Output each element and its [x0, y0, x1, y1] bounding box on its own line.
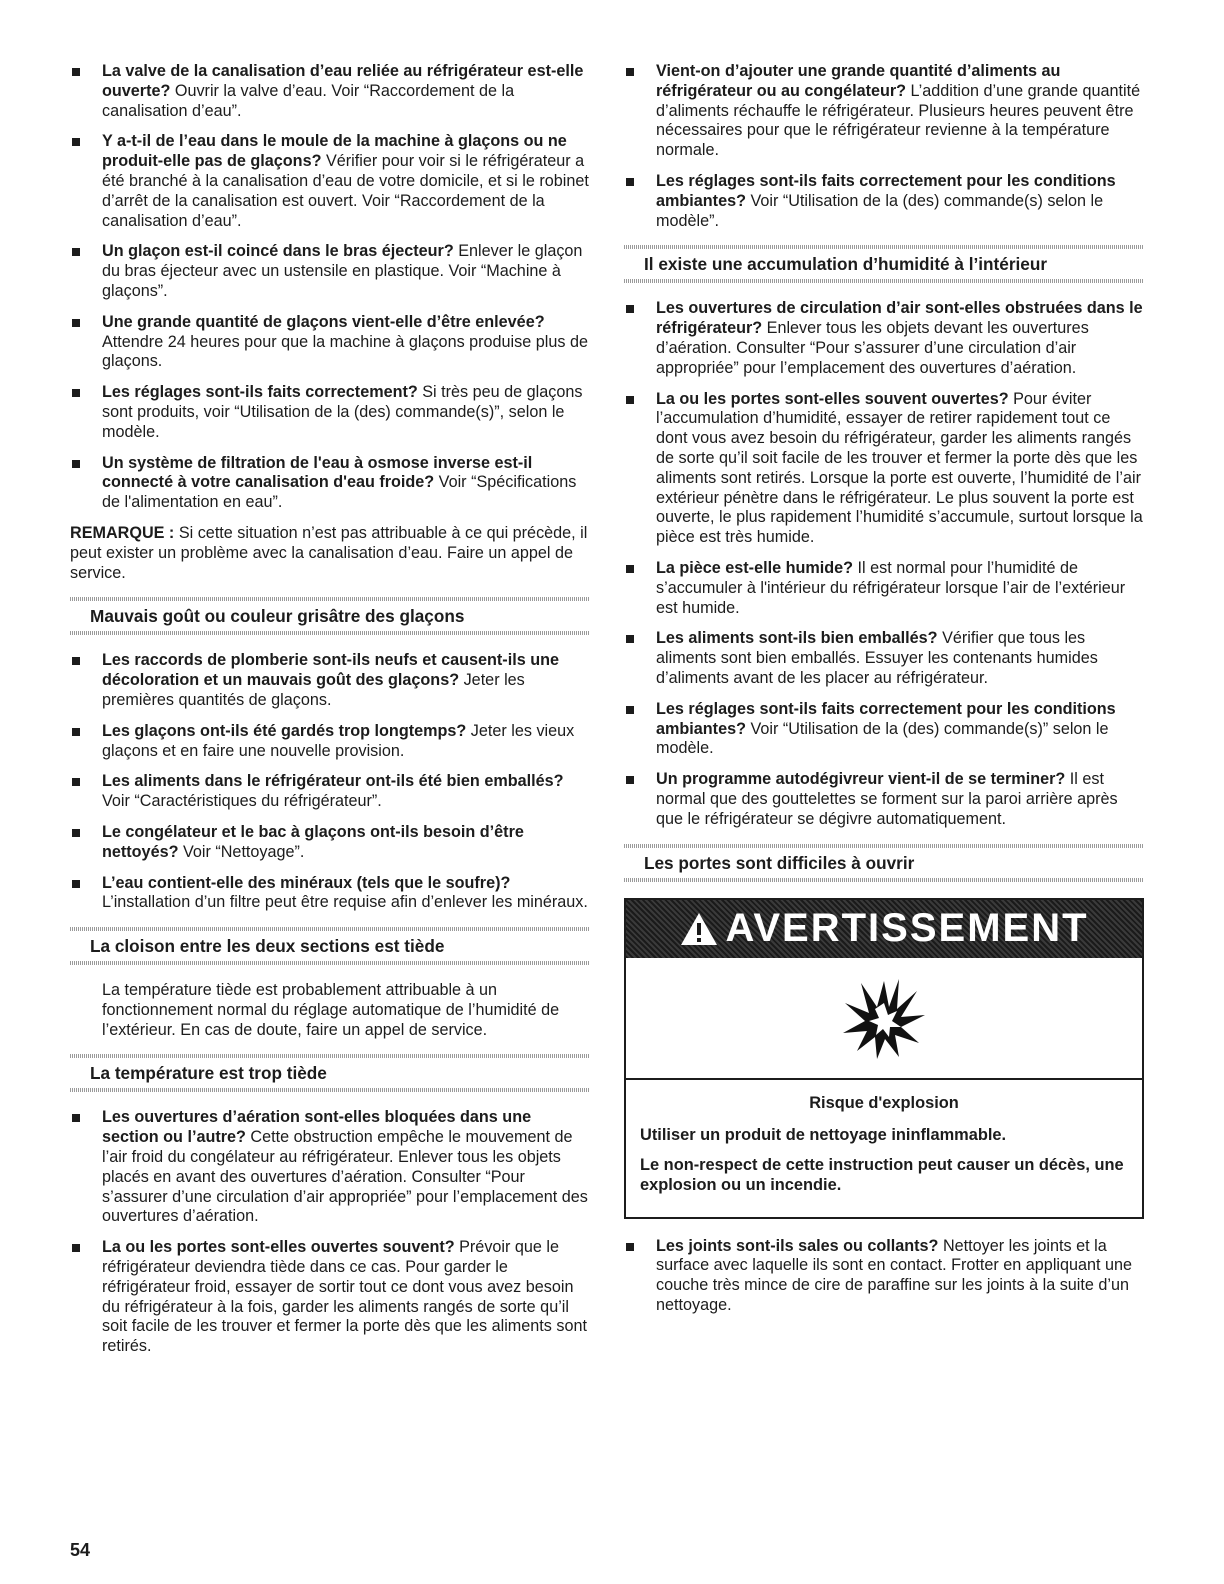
warning-triangle-icon [679, 911, 719, 947]
list-item: Un glaçon est-il coincé dans le bras éjecteur? Enlever le glaçon du bras éjecteur avec un ustensile en plastique. Voir “Machine à glaçons”. [70, 242, 590, 301]
bullet-icon [72, 1114, 80, 1122]
section-heading-bad-taste: Mauvais goût ou couleur grisâtre des glaçons [70, 597, 590, 635]
warning-title: AVERTISSEMENT [725, 906, 1089, 950]
bullet-icon [72, 319, 80, 327]
page-number: 54 [70, 1540, 91, 1560]
bullet-icon [626, 305, 634, 313]
note-paragraph: REMARQUE : Si cette situation n’est pas attribuable à ce qui précède, il peut exister un problème avec la canalisation d’eau. Faire un appel de service. [70, 523, 588, 582]
list-item: Vient-on d’ajouter une grande quantité d’aliments au réfrigérateur ou au congélateur? L’addition d’une grande quantité d’aliments réchauffe le réfrigérateur. Plusieurs heures peuvent être nécessaires pour que le réfrigérateur revienne à la température normale. [624, 62, 1144, 161]
bullet-icon [72, 1244, 80, 1252]
doors-checklist [624, 1237, 1144, 1316]
temperature-checklist [624, 62, 1144, 231]
bullet-icon [72, 248, 80, 256]
list-item: L’eau contient-elle des minéraux (tels que le soufre)? L’installation d’un filtre peut être requise afin d’enlever les minéraux. [70, 874, 590, 914]
right-column [624, 62, 1144, 1327]
section-heading-too-warm: La température est trop tiède [70, 1054, 590, 1092]
bullet-icon [626, 706, 634, 714]
list-item: Les aliments dans le réfrigérateur ont-ils été bien emballés? Voir “Caractéristiques du réfrigérateur”. [70, 772, 590, 812]
list-item: Le congélateur et le bac à glaçons ont-ils besoin d’être nettoyés? Voir “Nettoyage”. [70, 823, 590, 863]
bullet-icon [72, 68, 80, 76]
list-item: Les glaçons ont-ils été gardés trop longtemps? Jeter les vieux glaçons et en faire une nouvelle provision. [70, 722, 590, 762]
bullet-icon [72, 657, 80, 665]
bullet-icon [72, 460, 80, 468]
list-item: La ou les portes sont-elles souvent ouvertes? Pour éviter l’accumulation d’humidité, essayer de retirer rapidement tout ce dont vous avez besoin du réfrigérateur, garder les aliments rangés de sorte qu’il soit facile de les trouver et fermer la porte dès que les aliments sont retirés. Lorsque la porte est ouverte, l’humidité de l’air extérieur pénètre dans le réfrigérateur. Le plus souvent la porte est ouverte, le plus rapidement l’humidité s’accumule, surtout lorsque la pièce est très humide. [624, 390, 1144, 548]
explosion-icon [839, 973, 929, 1063]
bullet-icon [72, 880, 80, 888]
bad-taste-checklist [70, 651, 590, 913]
bullet-icon [72, 728, 80, 736]
bullet-icon [72, 138, 80, 146]
warning-box [624, 898, 1144, 1219]
list-item: Les joints sont-ils sales ou collants? Nettoyer les joints et la surface avec laquelle ils sont en contact. Frotter en appliquant une couche très mince de cire de paraffine sur les joints à la suite d’un nettoyage. [624, 1237, 1144, 1316]
bullet-icon [626, 635, 634, 643]
list-item: Une grande quantité de glaçons vient-elle d’être enlevée? Attendre 24 heures pour que la machine à glaçons produise plus de glaçons. [70, 313, 590, 372]
bullet-icon [72, 389, 80, 397]
list-item: Les aliments sont-ils bien emballés? Vérifier que tous les aliments sont bien emballés. Essuyer les contenants humides d’aliments avant de les placer au réfrigérateur. [624, 629, 1144, 688]
list-item: Les réglages sont-ils faits correctement? Si très peu de glaçons sont produits, voir “Utilisation de la (des) commande(s)”, selon le modèle. [70, 383, 590, 442]
section-heading-doors: Les portes sont difficiles à ouvrir [624, 844, 1144, 882]
list-item: Les ouvertures d’aération sont-elles bloquées dans une section ou l’autre? Cette obstruction empêche le mouvement de l’air froid du congélateur au réfrigérateur. Enlever tous les objets placés en avant des ouvertures d’aération. Consulter “Pour s’assurer d’une circulation d’air appropriée” pour l’emplacement des ouvertures d’aération. [70, 1108, 590, 1227]
humidity-checklist [624, 299, 1144, 829]
list-item: Un programme autodégivreur vient-il de se terminer? Il est normal que des gouttelettes se forment sur la paroi arrière après que le réfrigérateur se dégivre automatiquement. [624, 770, 1144, 829]
bullet-icon [626, 68, 634, 76]
list-item: Les ouvertures de circulation d’air sont-elles obstruées dans le réfrigérateur? Enlever tous les objets devant les ouvertures d’aération. Consulter “Pour s’assurer d’une circulation d’air appropriée” pour l’emplacement des ouvertures d’aération. [624, 299, 1144, 378]
list-item: La valve de la canalisation d’eau reliée au réfrigérateur est-elle ouverte? Ouvrir la valve d’eau. Voir “Raccordement de la canalisation d’eau”. [70, 62, 590, 121]
list-item: Les réglages sont-ils faits correctement pour les conditions ambiantes? Voir “Utilisation de la (des) commande(s) selon le modèle”. [624, 172, 1144, 231]
ice-maker-checklist [70, 62, 590, 513]
left-column [70, 62, 590, 1368]
too-warm-checklist [70, 1108, 590, 1357]
warning-title-bar [626, 900, 1142, 958]
list-item: Y a-t-il de l’eau dans le moule de la machine à glaçons ou ne produit-elle pas de glaçons? Vérifier pour voir si le réfrigérateur a été branché à la canalisation d’eau de votre domicile, et si le robinet d’arrêt de la canalisation est ouvert. Voir “Raccordement de la canalisation d’eau”. [70, 132, 590, 231]
bullet-icon [626, 776, 634, 784]
section-heading-warm-partition: La cloison entre les deux sections est tiède [70, 927, 590, 965]
bullet-icon [72, 829, 80, 837]
section-heading-humidity: Il existe une accumulation d’humidité à l’intérieur [624, 245, 1144, 283]
list-item: La pièce est-elle humide? Il est normal pour l’humidité de s’accumuler à l'intérieur du réfrigérateur lorsque l’air de l’extérieur est humide. [624, 559, 1144, 618]
warning-symbol-area [626, 958, 1142, 1080]
list-item: La ou les portes sont-elles ouvertes souvent? Prévoir que le réfrigérateur deviendra tiède dans ce cas. Pour garder le réfrigérateur froid, essayer de sortir tout ce dont vous avez besoin du réfrigérateur à la fois, garder les aliments rangés de sorte qu’il soit facile de les trouver et fermer la porte dès que les aliments sont retirés. [70, 1238, 590, 1357]
warning-risk: Risque d'explosion [809, 1093, 959, 1112]
bullet-icon [626, 396, 634, 404]
bullet-icon [626, 565, 634, 573]
warm-partition-paragraph: La température tiède est probablement attribuable à un fonctionnement normal du réglage automatique de l’humidité de l’extérieur. En cas de doute, faire un appel de service. [102, 981, 560, 1039]
warning-consequence: Le non-respect de cette instruction peut causer un décès, une explosion ou un incendie. [640, 1155, 1124, 1194]
warning-instruction: Utiliser un produit de nettoyage ininflammable. [640, 1125, 1007, 1144]
list-item: Un système de filtration de l'eau à osmose inverse est-il connecté à votre canalisation d'eau froide? Voir “Spécifications de l'alimentation en eau”. [70, 454, 590, 513]
list-item: Les raccords de plomberie sont-ils neufs et causent-ils une décoloration et un mauvais goût des glaçons? Jeter les premières quantités de glaçons. [70, 651, 590, 710]
bullet-icon [626, 178, 634, 186]
warning-text [626, 1080, 1142, 1217]
bullet-icon [72, 778, 80, 786]
bullet-icon [626, 1243, 634, 1251]
list-item: Les réglages sont-ils faits correctement pour les conditions ambiantes? Voir “Utilisation de la (des) commande(s)” selon le modèle. [624, 700, 1144, 759]
